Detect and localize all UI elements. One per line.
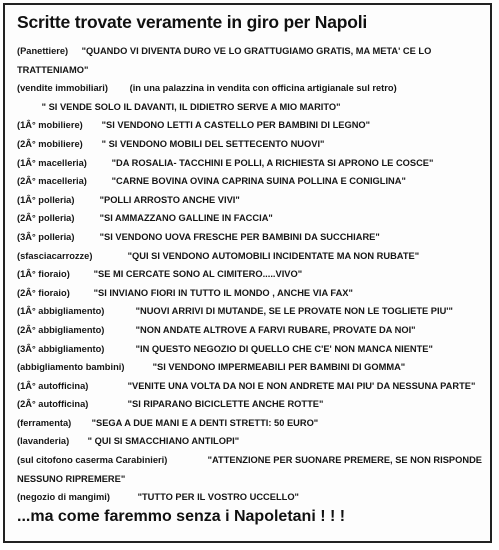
list-item: [17, 79, 485, 98]
entry-category: (3Â° abbigliamento): [17, 343, 105, 354]
list-item: [17, 284, 485, 303]
entry-quote: "SI INVIANO FIORI IN TUTTO IL MONDO , ANCHE VIA FAX": [93, 287, 353, 298]
list-item: [17, 191, 485, 210]
list-item: [17, 451, 485, 488]
list-item: [17, 116, 485, 135]
list-item: [17, 247, 485, 266]
entry-category: (2Â° autofficina): [17, 399, 89, 410]
entry-quote: "VENITE UNA VOLTA DA NOI E NON ANDRETE MAI PIU' DA NESSUNA PARTE": [127, 380, 476, 391]
entry-quote: " SI VENDE SOLO IL DAVANTI, IL DIDIETRO SERVE A MIO MARITO": [41, 101, 341, 112]
entry-quote: "SI VENDONO LETTI A CASTELLO PER BAMBINI DI LEGNO": [101, 120, 371, 131]
entry-category: (2Â° polleria): [17, 213, 75, 224]
entry-category: (abbigliamento bambini): [17, 362, 125, 373]
entry-quote: "SI VENDONO UOVA FRESCHE PER BAMBINI DA SUCCHIARE": [99, 231, 380, 242]
entry-quote: " QUI SI SMACCHIANO ANTILOPI": [87, 436, 240, 447]
entry-quote: " SI VENDONO MOBILI DEL SETTECENTO NUOVI": [101, 138, 325, 149]
entry-quote: "SE MI CERCATE SONO AL CIMITERO.....VIVO": [93, 269, 303, 280]
list-item: [17, 42, 485, 79]
entry-quote: "QUANDO VI DIVENTA DURO VE LO GRATTUGIAMO GRATIS, MA META' CE LO TRATTENIAMO": [17, 46, 432, 75]
list-item: [17, 98, 485, 117]
entry-category: (vendite immobiliari): [17, 83, 108, 94]
entry-quote: "ATTENZIONE PER SUONARE PREMERE, SE NON RISPONDE NESSUNO RIPREMERE": [17, 455, 482, 484]
entry-category: (1Â° abbigliamento): [17, 306, 105, 317]
entry-quote: "IN QUESTO NEGOZIO DI QUELLO CHE C'E' NON MANCA NIENTE": [135, 343, 433, 354]
entry-category: (1Â° autofficina): [17, 380, 89, 391]
entry-quote: "QUI SI VENDONO AUTOMOBILI INCIDENTATE MA NON RUBATE": [127, 250, 420, 261]
list-item: [17, 302, 485, 321]
entry-category: (2Â° macelleria): [17, 176, 87, 187]
entry-category: (ferramenta): [17, 417, 72, 428]
list-item: [17, 209, 485, 228]
entry-category: (lavanderia): [17, 436, 70, 447]
entry-category: (sfasciacarrozze): [17, 250, 93, 261]
list-item: [17, 488, 485, 507]
entry-quote: "DA ROSALIA- TACCHINI E POLLI, A RICHIESTA SI APRONO LE COSCE": [111, 157, 434, 168]
entry-category: (1Â° macelleria): [17, 157, 87, 168]
entry-category: (2Â° abbigliamento): [17, 324, 105, 335]
entry-category: (1Â° polleria): [17, 194, 75, 205]
entry-category: (sul citofono caserma Carabinieri): [17, 455, 168, 466]
entry-quote: "CARNE BOVINA OVINA CAPRINA SUINA POLLINA E CONIGLINA": [111, 176, 406, 187]
entry-quote: (in una palazzina in vendita con officina artigianale sul retro): [129, 83, 397, 94]
entry-quote: "NUOVI ARRIVI DI MUTANDE, SE LE PROVATE NON LE TOGLIETE PIU'": [135, 306, 453, 317]
list-item: [17, 358, 485, 377]
entry-quote: "SI VENDONO IMPERMEABILI PER BAMBINI DI GOMMA": [152, 362, 406, 373]
entry-category: (1Â° fioraio): [17, 269, 70, 280]
entry-category: (3Â° polleria): [17, 231, 75, 242]
page-title: Scritte trovate veramente in giro per Napoli: [17, 12, 368, 32]
entry-category: (1Â° mobiliere): [17, 120, 83, 131]
entry-category: (Panettiere): [17, 46, 69, 56]
entry-category: (2Â° fioraio): [17, 287, 70, 298]
list-item: [17, 395, 485, 414]
list-item: [17, 228, 485, 247]
list-item: [17, 135, 485, 154]
entry-category: (2Â° mobiliere): [17, 138, 83, 149]
list-item: [17, 172, 485, 191]
entries-list: [17, 42, 485, 507]
entry-quote: "SEGA A DUE MANI E A DENTI STRETTI: 50 EURO": [91, 417, 319, 428]
list-item: [17, 265, 485, 284]
entry-quote: "SI RIPARANO BICICLETTE ANCHE ROTTE": [127, 399, 324, 410]
entry-quote: "SI AMMAZZANO GALLINE IN FACCIA": [99, 213, 273, 224]
entry-quote: "TUTTO PER IL VOSTRO UCCELLO": [137, 492, 299, 503]
entry-quote: "NON ANDATE ALTROVE A FARVI RUBARE, PROVATE DA NOI": [135, 324, 416, 335]
list-item: [17, 432, 485, 451]
entry-category: (negozio di mangimi): [17, 492, 110, 503]
list-item: [17, 414, 485, 433]
list-item: [17, 377, 485, 396]
list-item: [17, 321, 485, 340]
list-item: [17, 340, 485, 359]
entry-quote: "POLLI ARROSTO ANCHE VIVI": [99, 194, 240, 205]
closing-line: ...ma come faremmo senza i Napoletani ! ! !: [17, 508, 346, 525]
list-item: [17, 154, 485, 173]
